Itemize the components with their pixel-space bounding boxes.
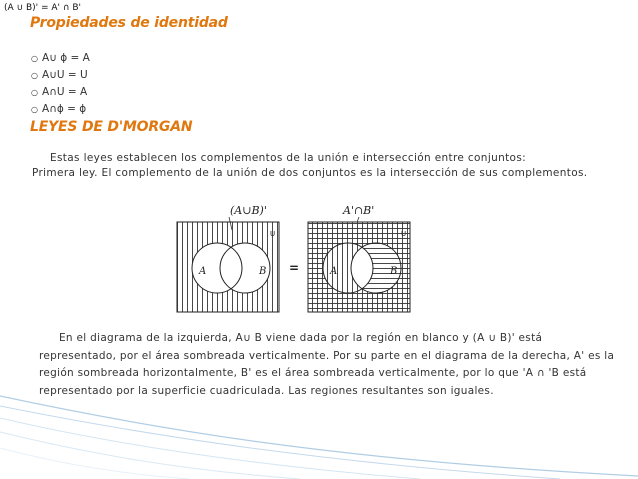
list-item: ○ A∪U = U [31, 69, 88, 81]
identity-properties-list [31, 50, 90, 118]
list-item: ○ A∪ ϕ = A [31, 52, 90, 64]
decorative-wave [0, 388, 638, 479]
explanation-line: región sombreada horizontalmente, B' es el área sombreada verticalmente, por lo que 'A ∩ 'B está [39, 367, 587, 379]
bullet-icon: ○ [31, 71, 38, 80]
demorgan-heading: LEYES DE D'MORGAN [30, 119, 193, 135]
explanation-line: representado por la superficie cuadriculada. Las regiones resultantes son iguales. [39, 384, 494, 397]
equals-sign: = [289, 261, 300, 275]
top-formula: (A ∪ B)' = A' ∩ B' [4, 3, 81, 13]
list-item: ○ A∩U = A [31, 86, 88, 98]
list-item: ○ A∩ϕ = ϕ [31, 103, 87, 115]
right-set-a-label: A [330, 266, 338, 277]
right-set-b-label: B [390, 266, 398, 277]
left-set-a-label: A [199, 266, 207, 277]
explanation-line: En el diagrama de la izquierda, A∪ B viene dada por la región en blanco y (A ∪ B)' está [59, 332, 543, 344]
left-set-b-label: B [259, 266, 267, 277]
right-universe-label: U [401, 230, 407, 238]
venn-diagrams [175, 196, 425, 320]
left-universe-label: U [270, 230, 276, 238]
bullet-icon: ○ [31, 88, 38, 97]
explanation-line: representado, por el área sombreada verticalmente. Por su parte en el diagrama de la derecha, A' es la [39, 349, 615, 362]
bullet-icon: ○ [31, 54, 38, 63]
right-diagram-label: A'∩B' [343, 204, 375, 217]
identity-properties-heading: Propiedades de identidad [30, 15, 228, 31]
left-diagram-label: (A∪B)' [230, 204, 267, 217]
bullet-icon: ○ [31, 105, 38, 114]
first-law-paragraph: Primera ley. El complemento de la unión de dos conjuntos es la intersección de sus complementos. [32, 167, 588, 179]
intro-paragraph: Estas leyes establecen los complementos de la unión e intersección entre conjuntos: [50, 152, 527, 164]
